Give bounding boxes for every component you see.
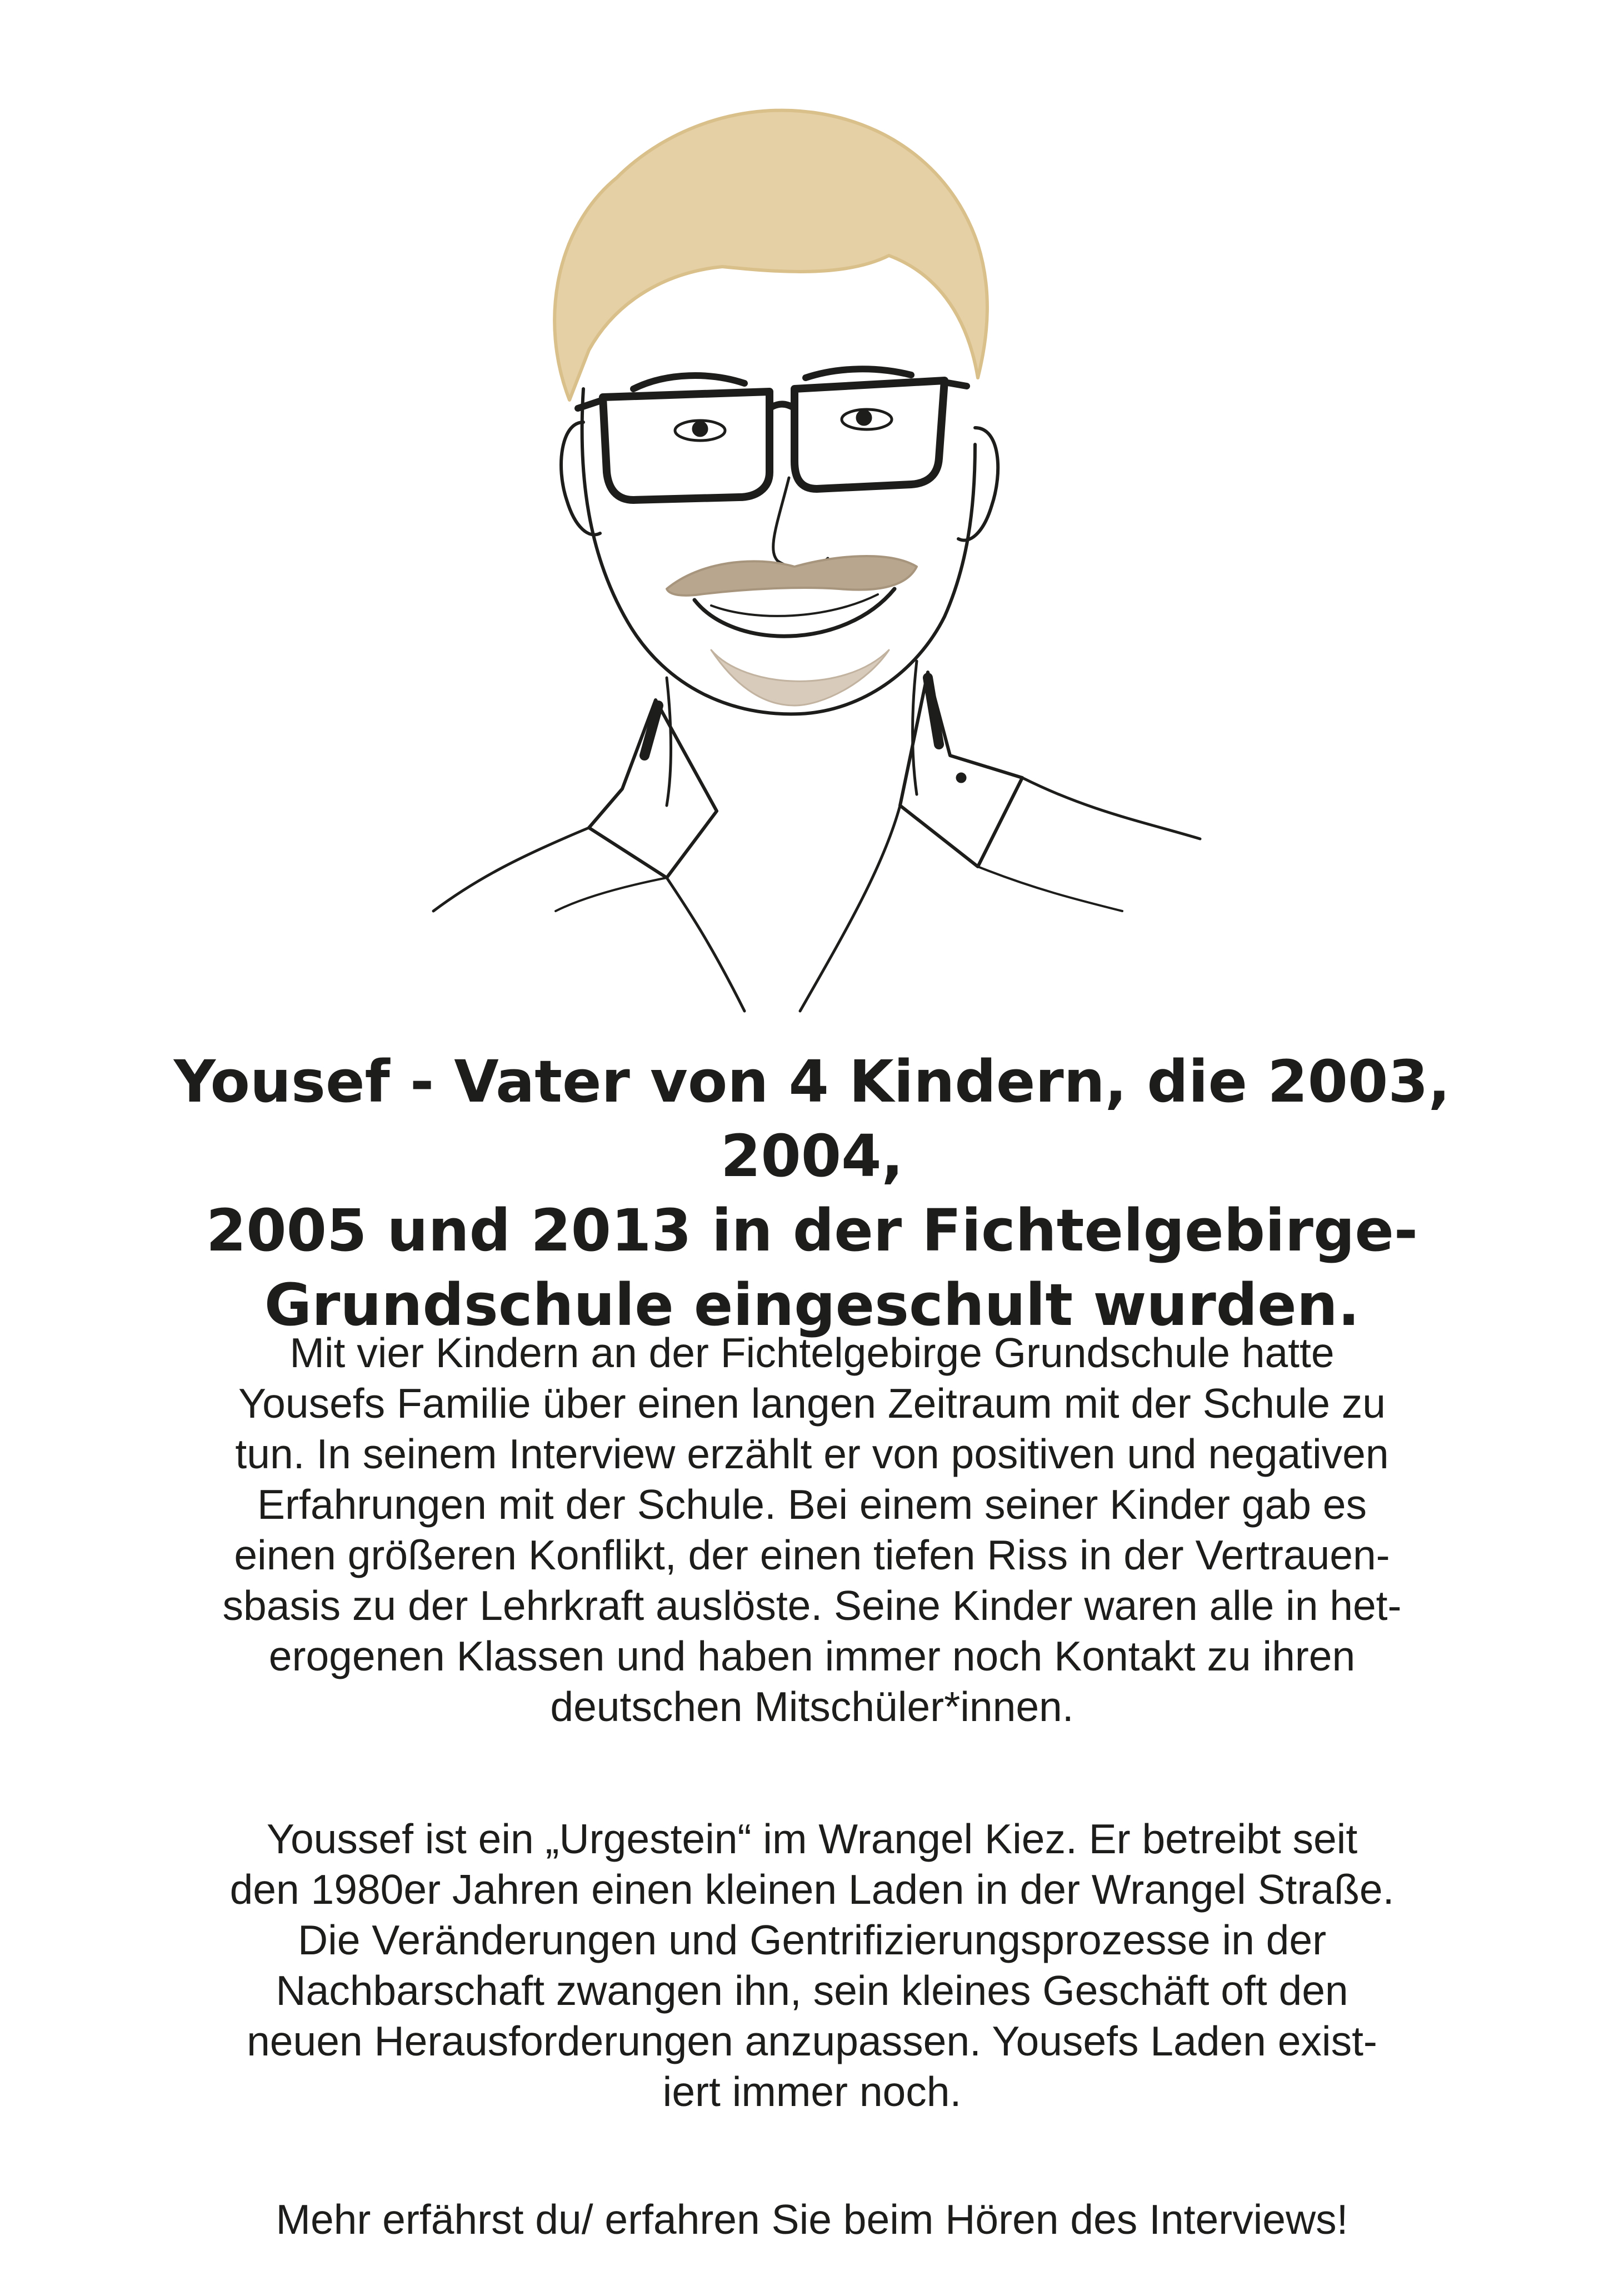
paragraph-line: deutschen Mitschüler*innen. (550, 1683, 1074, 1730)
shoulder-left (433, 828, 589, 911)
paragraph-line: Mehr erfährst du/ erfahren Sie beim Hören des Interviews! (276, 2196, 1348, 2243)
shoulder-right (1022, 778, 1200, 839)
paragraph-line: Erfahrungen mit der Schule. Bei einem seiner Kinder gab es (257, 1481, 1367, 1528)
paragraph-line: erogenen Klassen und haben immer noch Kontakt zu ihren (268, 1633, 1356, 1679)
glasses-left-lens (603, 392, 769, 500)
headline-line-1: Yousef - Vater von 4 Kindern, die 2003, 2004, (173, 1048, 1451, 1190)
paragraph-line: Youssef ist ein „Urgestein“ im Wrangel Kiez. Er betreibt seit (266, 1815, 1358, 1862)
headline-line-2: 2005 und 2013 in der Fichtelgebirge- (206, 1197, 1418, 1264)
headline (89, 1044, 1535, 1342)
paragraph-line: Die Veränderungen und Gentrifizierungsprozesse in der (297, 1917, 1327, 1963)
paragraph-line: iert immer noch. (662, 2068, 962, 2115)
paragraph-line: Nachbarschaft zwangen ihn, sein kleines Geschäft oft den (276, 1967, 1348, 2014)
glasses-right-lens (794, 381, 945, 489)
paragraph-line: den 1980er Jahren einen kleinen Laden in der Wrangel Straße. (229, 1866, 1395, 1913)
collar-shadow-left (644, 706, 658, 756)
left-eyebrow (633, 376, 744, 389)
hair (554, 111, 987, 400)
right-pupil (856, 410, 872, 426)
mustache (667, 556, 917, 596)
shirt-seam-right (978, 867, 1122, 911)
right-ear (958, 428, 998, 541)
paragraph-line: Mit vier Kindern an der Fichtelgebirge Grundschule hatte (289, 1329, 1335, 1376)
mouth (694, 589, 895, 636)
glasses-arm-right (945, 382, 967, 386)
shirt-left (667, 878, 744, 1011)
paragraph-line: Yousefs Familie über einen langen Zeitraum mit der Schule zu (238, 1380, 1386, 1427)
shirt-button (956, 773, 966, 783)
paragraph-line: sbasis zu der Lehrkraft auslöste. Seine Kinder waren alle in het- (222, 1582, 1402, 1629)
glasses-bridge (769, 404, 794, 409)
closing-paragraph (61, 2194, 1563, 2245)
intro-paragraph (61, 1328, 1563, 1732)
shirt-seam (556, 878, 667, 911)
paragraph-line: einen größeren Konflikt, der einen tiefen Riss in der Vertrauen- (234, 1532, 1390, 1578)
collar-shadow-right (928, 678, 939, 744)
portrait-drawing (356, 89, 1267, 1022)
neck-left (667, 678, 671, 806)
paragraph-line: neuen Herausforderungen anzupassen. Yousefs Laden exist- (247, 2018, 1377, 2064)
shirt-right (800, 806, 900, 1011)
headline-line-3: Grundschule eingeschult wurden. (264, 1271, 1360, 1339)
left-pupil (692, 421, 708, 437)
shop-paragraph (61, 1814, 1563, 2117)
collar-right (900, 672, 1022, 867)
teeth-line (711, 594, 878, 616)
paragraph-line: tun. In seinem Interview erzählt er von positiven und negativen (235, 1430, 1389, 1477)
right-eyebrow (806, 369, 911, 378)
